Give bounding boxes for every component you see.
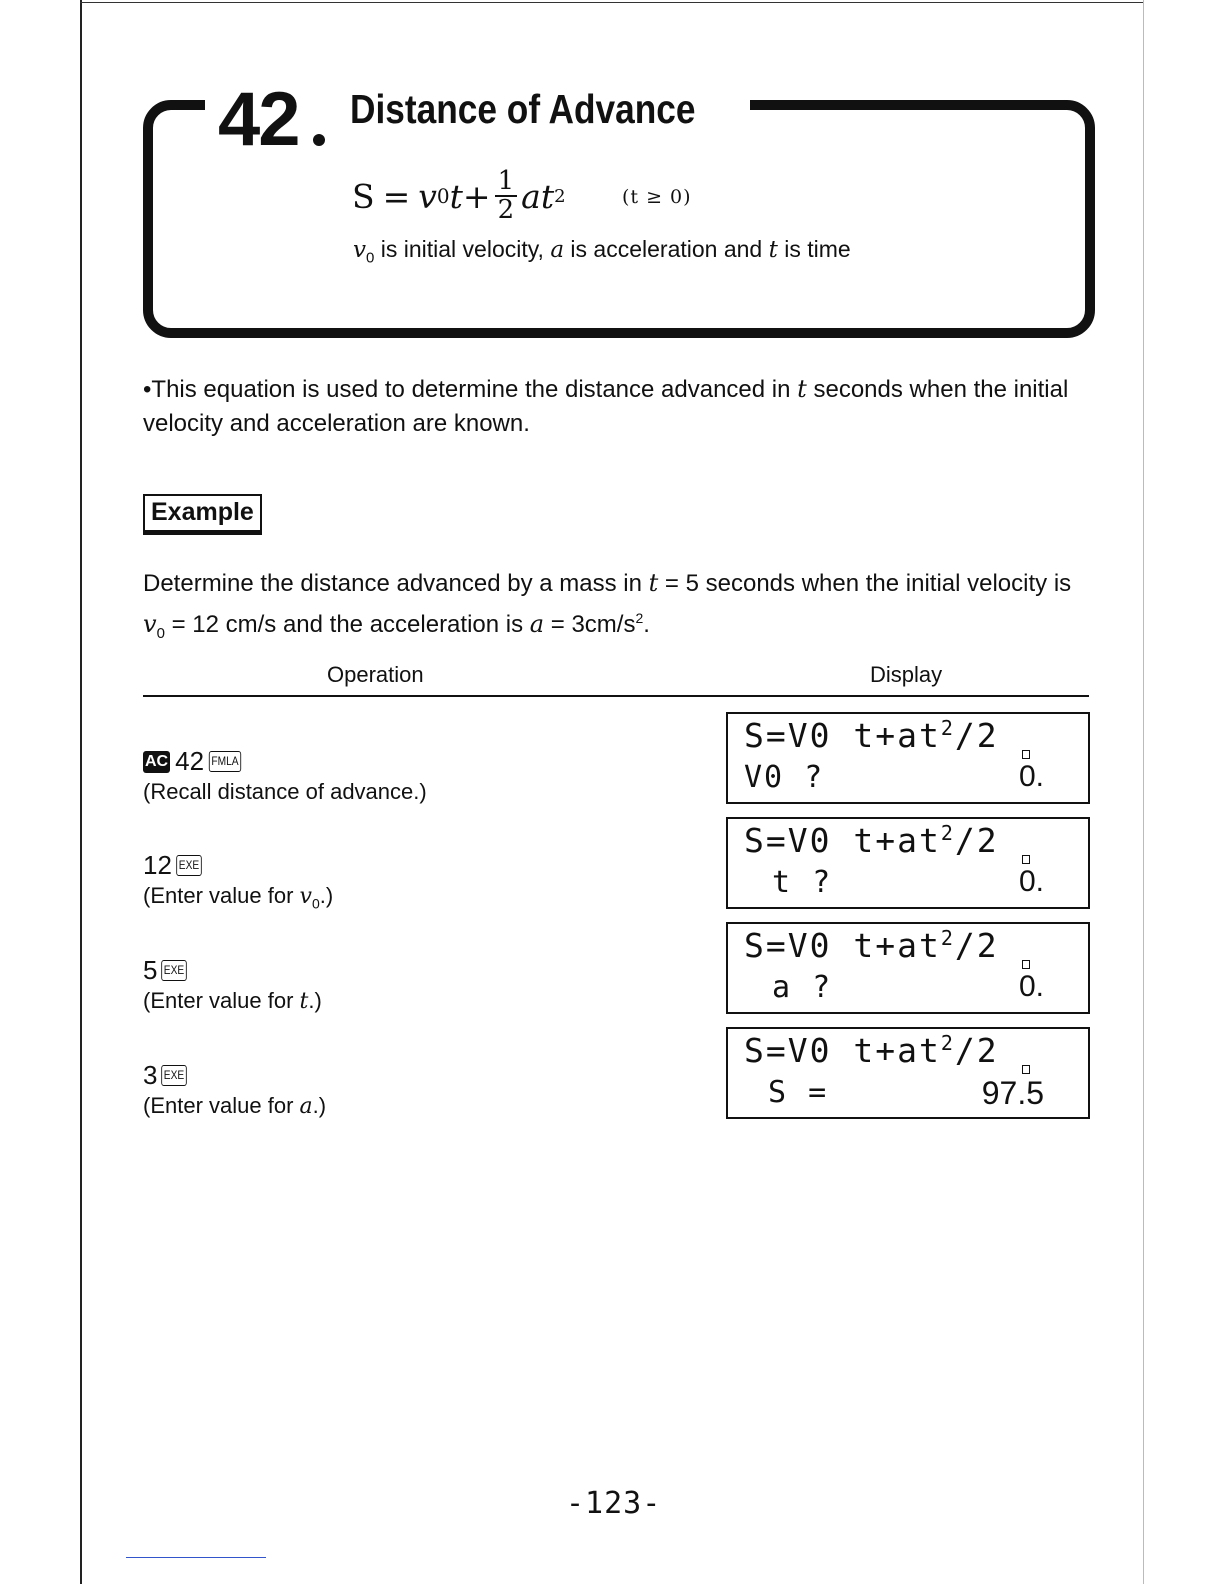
operation-header: Operation — [327, 662, 424, 687]
step-2-note-sub: 0 — [311, 895, 320, 912]
ac-key-icon: AC — [143, 751, 170, 773]
column-rule — [143, 695, 1089, 697]
var-a: a — [550, 237, 565, 263]
lcd-indicator-icon — [1022, 855, 1030, 864]
lcd-formula-text: S=V0 t+at — [744, 1031, 941, 1070]
var-v: v — [353, 237, 366, 263]
step-3-note-pre: (Enter value for — [143, 988, 300, 1013]
step-2-note — [143, 883, 333, 911]
problem-text-1: Determine the distance advanced by a mass in — [143, 570, 649, 597]
step-2 — [143, 850, 333, 911]
problem-v: v — [143, 610, 157, 638]
intro-paragraph — [143, 372, 1093, 441]
var-text-3: is time — [777, 236, 851, 262]
fmla-key-icon: FMLA — [209, 751, 241, 772]
step-2-input: 12 — [143, 850, 172, 880]
step-3-keys — [143, 955, 322, 986]
step-2-note-var: v — [299, 884, 312, 909]
formula-v: v — [418, 176, 437, 216]
step-3-note — [143, 988, 322, 1014]
page-top-border — [80, 2, 1144, 3]
exe-key-icon: EXE — [162, 1065, 188, 1086]
page-right-border — [1143, 0, 1144, 1584]
page-number: -123- — [566, 1486, 662, 1521]
formula-a: a — [521, 176, 541, 216]
var-text-1: is initial velocity, — [374, 236, 551, 262]
formula-eq: = — [382, 176, 411, 216]
lcd-value: 0. — [1018, 970, 1044, 1003]
fraction-numerator: 1 — [495, 168, 518, 197]
lcd-prompt: V0 ? — [744, 760, 825, 795]
lcd-formula — [744, 926, 999, 965]
display-header: Display — [870, 662, 943, 687]
lcd-formula — [744, 716, 999, 755]
lcd-formula-text: S=V0 t+at — [744, 821, 941, 860]
step-3 — [143, 955, 322, 1014]
lcd-formula-end: /2 — [954, 716, 999, 755]
step-1-note: (Recall distance of advance.) — [143, 779, 427, 804]
step-4 — [143, 1060, 326, 1119]
step-3-note-var: t — [299, 989, 309, 1014]
var-v-sub: 0 — [366, 249, 375, 267]
lcd-formula-text: S=V0 t+at — [744, 926, 941, 965]
step-1-input: 42 — [175, 746, 205, 776]
formula-plus: + — [462, 176, 491, 216]
formula-lhs: S — [352, 176, 375, 216]
example-label: Example — [143, 494, 262, 535]
step-4-note-pre: (Enter value for — [143, 1093, 300, 1118]
lcd-prompt: S = — [768, 1075, 829, 1110]
lcd-value: 97.5 — [981, 1075, 1044, 1111]
lcd-prompt: a ? — [772, 970, 833, 1005]
example-problem — [143, 566, 1093, 651]
lcd-formula-sup: 2 — [940, 821, 955, 845]
problem-v-sub: 0 — [156, 624, 165, 642]
step-4-keys — [143, 1060, 326, 1091]
step-3-note-post: .) — [308, 988, 322, 1013]
problem-sup: 2 — [635, 610, 644, 626]
chapter-title: Distance of Advance — [350, 86, 696, 132]
intro-t: t — [797, 375, 807, 403]
lcd-formula-sup: 2 — [940, 716, 955, 740]
step-4-input: 3 — [143, 1060, 158, 1090]
problem-t: t — [648, 569, 659, 597]
lcd-formula — [744, 1031, 999, 1070]
formula-exponent: 2 — [554, 185, 566, 207]
var-text-2: is acceleration and — [564, 236, 769, 262]
lcd-indicator-icon — [1022, 960, 1030, 969]
lcd-value: 0. — [1018, 865, 1044, 898]
variable-description — [353, 236, 851, 267]
formula-fraction — [495, 168, 518, 225]
lcd-value: 0. — [1018, 760, 1044, 793]
exe-key-icon: EXE — [162, 960, 188, 981]
lcd-indicator-icon — [1022, 750, 1030, 759]
step-4-note — [143, 1093, 326, 1119]
step-1 — [143, 746, 427, 805]
lcd-display-4 — [726, 1027, 1090, 1119]
intro-text-2: seconds when the initial velocity and acceleration are known. — [143, 376, 1069, 437]
var-t: t — [768, 237, 778, 263]
lcd-formula-end: /2 — [954, 821, 999, 860]
step-2-note-pre: (Enter value for — [143, 883, 300, 908]
step-3-input: 5 — [143, 955, 158, 985]
problem-text-5: . — [643, 611, 650, 638]
lcd-display-3 — [726, 922, 1090, 1014]
formula-t-squared: t — [540, 176, 555, 216]
problem-a: a — [529, 610, 545, 638]
exe-key-icon: EXE — [176, 855, 202, 876]
step-4-note-var: a — [299, 1094, 313, 1119]
intro-text-1: This equation is used to determine the distance advanced in — [151, 376, 798, 403]
lcd-formula-sup: 2 — [940, 1031, 955, 1055]
lcd-formula-end: /2 — [954, 1031, 999, 1070]
step-1-keys — [143, 746, 427, 777]
lcd-prompt: t ? — [772, 865, 833, 900]
page-left-border — [80, 0, 82, 1584]
formula-t: t — [449, 176, 463, 216]
lcd-formula-end: /2 — [954, 926, 999, 965]
formula — [352, 168, 566, 225]
step-4-note-post: .) — [312, 1093, 327, 1118]
fraction-denominator: 2 — [497, 195, 515, 226]
bottom-link-line — [126, 1557, 266, 1558]
lcd-indicator-icon — [1022, 1065, 1030, 1074]
lcd-formula-text: S=V0 t+at — [744, 716, 941, 755]
problem-text-4: = 3cm/s — [544, 611, 636, 638]
formula-v-sub: 0 — [436, 184, 450, 209]
chapter-number: 42 — [218, 77, 299, 162]
chapter-dot — [313, 134, 325, 146]
lcd-display-1 — [726, 712, 1090, 804]
lcd-display-2 — [726, 817, 1090, 909]
lcd-formula — [744, 821, 999, 860]
formula-condition: (t ≥ 0) — [622, 186, 692, 208]
step-2-note-post: .) — [319, 883, 334, 908]
step-2-keys — [143, 850, 333, 881]
problem-text-2: = 5 seconds when the initial velocity is — [658, 570, 1072, 597]
problem-text-3: = 12 cm/s and the acceleration is — [164, 611, 530, 638]
lcd-formula-sup: 2 — [940, 926, 955, 950]
bullet-icon: • — [143, 376, 152, 403]
